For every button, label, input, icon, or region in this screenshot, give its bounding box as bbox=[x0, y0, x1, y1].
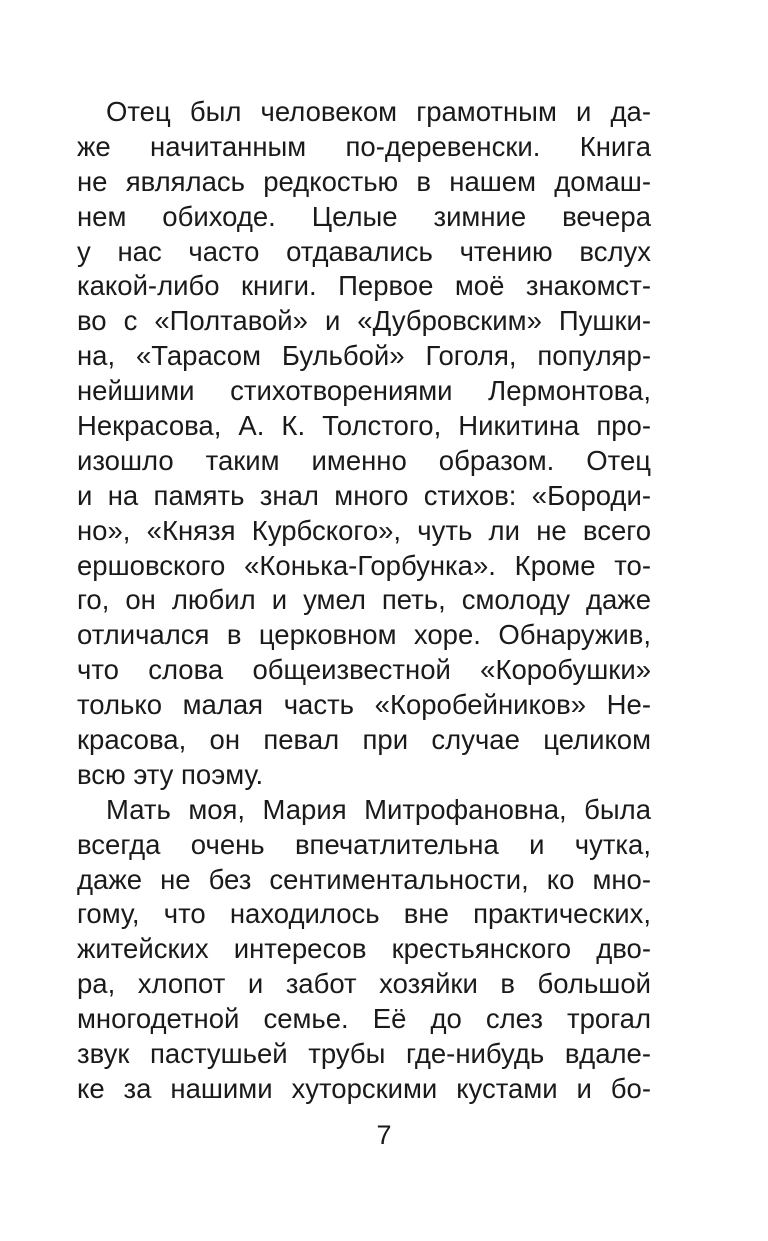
text-line: даже не без сентиментальности, ко мно- bbox=[77, 863, 651, 895]
text-line: ра, хлопот и забот хозяйки в большой bbox=[77, 968, 651, 1000]
text-line: только малая часть «Коробейников» Не- bbox=[77, 689, 651, 721]
paragraph-1 bbox=[77, 95, 651, 793]
text-line: что слова общеизвестной «Коробушки» bbox=[77, 654, 651, 686]
text-line: же начитанным по-деревенски. Книга bbox=[77, 130, 651, 162]
text-line: у нас часто отдавались чтению вслух bbox=[77, 235, 651, 267]
text-line: на, «Тарасом Бульбой» Гоголя, популяр- bbox=[77, 340, 651, 372]
paragraph-2 bbox=[77, 793, 651, 1107]
text-line: Отец был человеком грамотным и да- bbox=[106, 96, 651, 127]
page-number: 7 bbox=[376, 1120, 392, 1150]
body-text bbox=[77, 95, 651, 1107]
text-line: и на память знал много стихов: «Бороди- bbox=[77, 479, 651, 511]
text-line: звук пастушьей трубы где-нибудь вдале- bbox=[77, 1038, 651, 1070]
text-line: какой-либо книги. Первое моё знакомст- bbox=[77, 270, 651, 302]
text-line: всегда очень впечатлительна и чутка, bbox=[77, 828, 651, 860]
text-line: всю эту поэму. bbox=[77, 758, 264, 790]
text-line: ершовского «Конька-Горбунка». Кроме то- bbox=[77, 549, 651, 581]
text-line: нем обиходе. Целые зимние вечера bbox=[77, 200, 651, 232]
text-line: го, он любил и умел петь, смолоду даже bbox=[77, 584, 651, 616]
text-line: житейских интересов крестьянского дво- bbox=[77, 933, 651, 965]
text-line: ке за нашими хуторскими кустами и бо- bbox=[77, 1072, 651, 1104]
text-line: отличался в церковном хоре. Обнаружив, bbox=[77, 619, 651, 651]
text-line: Мать моя, Мария Митрофановна, была bbox=[106, 793, 651, 825]
text-line: нейшими стихотворениями Лермонтова, bbox=[77, 375, 651, 407]
text-line: изошло таким именно образом. Отец bbox=[77, 444, 651, 476]
text-line: Некрасова, А. К. Толстого, Никитина про- bbox=[77, 410, 651, 442]
text-line: гому, что находилось вне практических, bbox=[77, 898, 651, 930]
text-line: многодетной семье. Её до слез трогал bbox=[77, 1003, 651, 1035]
text-line: не являлась редкостью в нашем домаш- bbox=[77, 165, 651, 197]
text-line: во с «Полтавой» и «Дубровским» Пушки- bbox=[77, 305, 651, 337]
text-line: но», «Князя Курбского», чуть ли не всего bbox=[77, 514, 651, 546]
text-line: красова, он певал при случае целиком bbox=[77, 724, 651, 756]
